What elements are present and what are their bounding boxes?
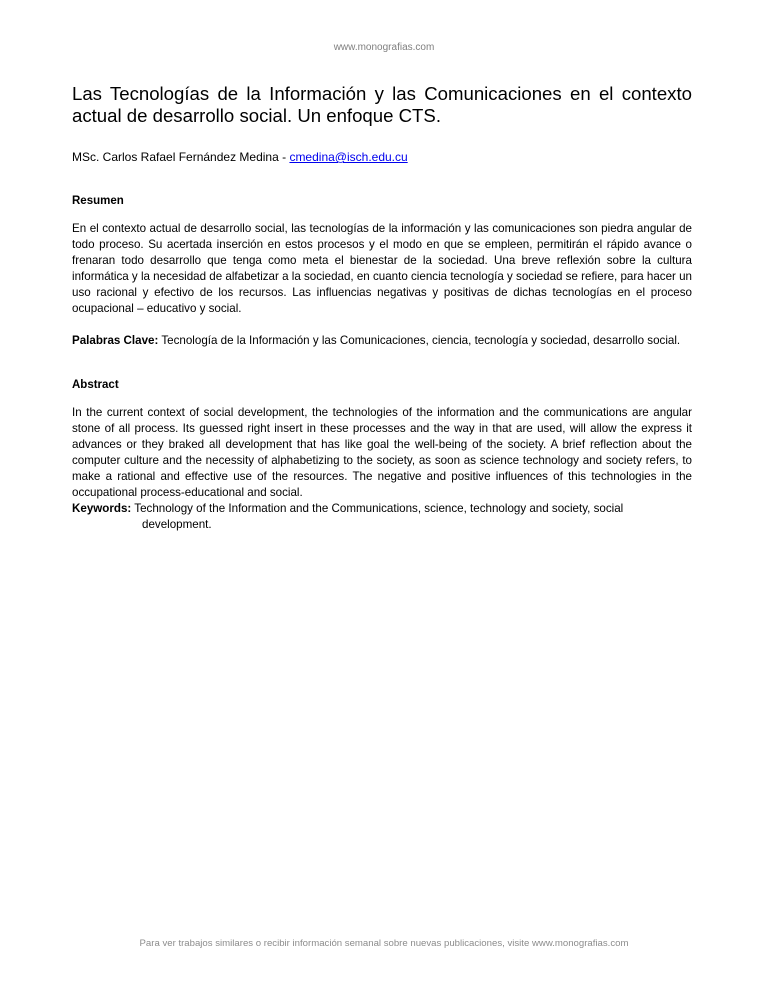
abstract-heading: Abstract: [72, 379, 119, 391]
resumen-body: En el contexto actual de desarrollo social, las tecnologías de la información y las comunicaciones son piedra angular de todo proceso. Su acertada inserción en estos procesos y el modo en que se empleen, permitirán el rápido avance o frenaran todo desarrollo que tenga como meta el bienestar de la sociedad. Una breve reflexión sobre la cultura informática y la necesidad de alfabetizar a la sociedad, en cuanto ciencia tecnología y sociedad se refiere, para hacer un uso racional y efectivo de los recursos. Las influencias negativas y positivas de dichas tecnologías en el proceso ocupacional – educativo y social.: [72, 222, 692, 315]
resumen-heading: Resumen: [72, 195, 124, 207]
abstract-body: In the current context of social development, the technologies of the information and the communications are angular stone of all process. Its guessed right insert in these processes and the way in that are used, will allow the express it advances or they braked all development that has like goal the well-being of the society. A brief reflection about the computer culture and the necessity of alphabetizing to the society, as soon as science technology and society refers, to make a rational and effective use of the resources. The negative and positive influences of this technologies in the occupational process-educational and social.: [72, 406, 692, 499]
keywords-label: Keywords:: [72, 502, 132, 515]
footer-promo: Para ver trabajos similares o recibir información semanal sobre nuevas publicaciones, visite www.monografias.com: [139, 938, 629, 949]
author-name: MSc. Carlos Rafael Fernández Medina -: [72, 150, 290, 164]
document-title: Las Tecnologías de la Información y las Comunicaciones en el contexto actual de desarrollo social. Un enfoque CTS.: [72, 83, 692, 126]
header-site-url: www.monografias.com: [333, 42, 435, 53]
author-line: [72, 150, 408, 165]
keywords: [72, 501, 692, 533]
palabras-clave-text: Tecnología de la Información y las Comunicaciones, ciencia, tecnología y sociedad, desarrollo social.: [158, 334, 681, 347]
keywords-text: Technology of the Information and the Communications, science, technology and society, social development.: [131, 502, 624, 531]
author-email-link[interactable]: cmedina@isch.edu.cu: [289, 150, 408, 164]
palabras-clave: [72, 333, 692, 349]
palabras-clave-label: Palabras Clave:: [72, 334, 159, 347]
